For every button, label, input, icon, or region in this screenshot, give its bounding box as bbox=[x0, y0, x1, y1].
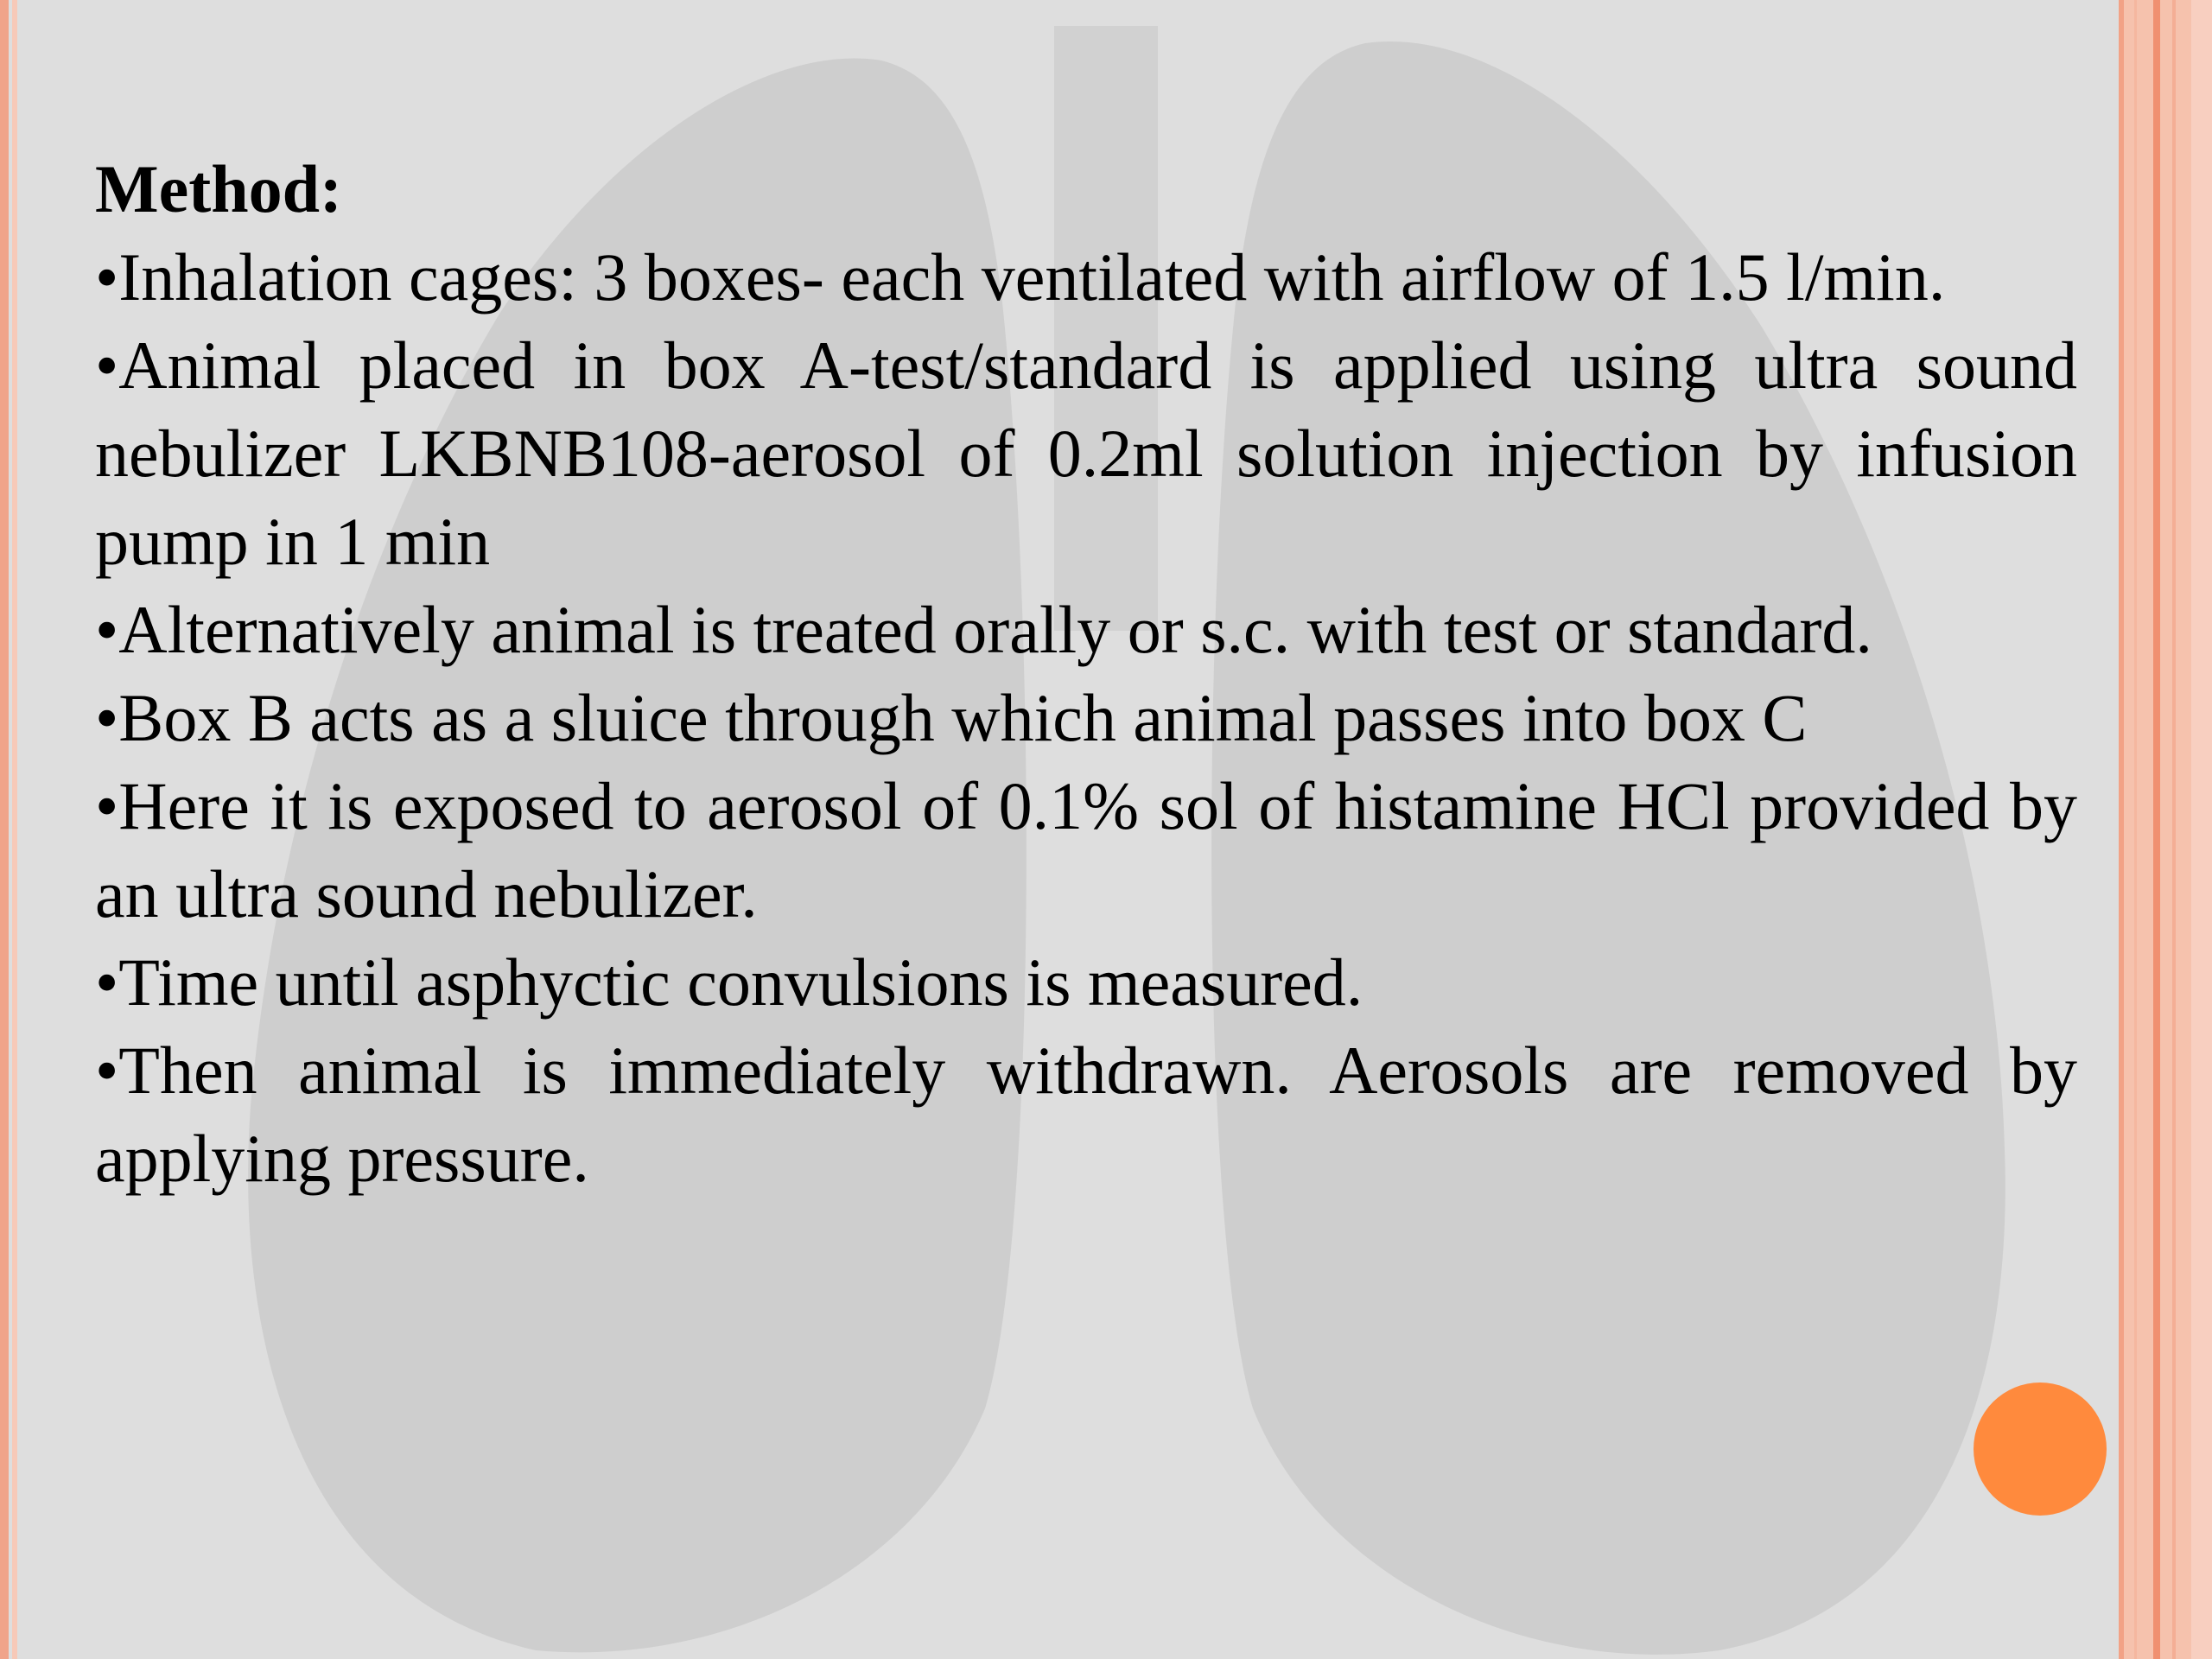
right-stripe bbox=[2172, 0, 2176, 1659]
slide-body bbox=[95, 145, 2077, 1203]
slide-title: Method: bbox=[95, 151, 342, 226]
right-stripe bbox=[2153, 0, 2160, 1659]
left-accent-border bbox=[0, 0, 9, 1659]
bullet-item: •Alternatively animal is treated orally or s.c. with test or standard. bbox=[95, 592, 1872, 667]
bullet-item: •Animal placed in box A-test/standard is applied using ultra sound nebulizer LKBNB108-aerosol of 0.2ml solution injection by infusion pump in 1 min bbox=[95, 327, 2077, 579]
left-accent-border-inner bbox=[12, 0, 17, 1659]
right-stripe bbox=[2119, 0, 2124, 1659]
bullet-item: •Inhalation cages: 3 boxes- each ventilated with airflow of 1.5 l/min. bbox=[95, 239, 1946, 315]
orange-circle-decoration bbox=[1974, 1382, 2107, 1516]
right-stripe bbox=[2134, 0, 2137, 1659]
bullet-item: •Then animal is immediately withdrawn. Aerosols are removed by applying pressure. bbox=[95, 1033, 2077, 1196]
bullet-item: •Time until asphyctic convulsions is measured. bbox=[95, 944, 1363, 1020]
bullet-item: •Box B acts as a sluice through which animal passes into box C bbox=[95, 680, 1808, 755]
bullet-item: •Here it is exposed to aerosol of 0.1% sol of histamine HCl provided by an ultra sound nebulizer. bbox=[95, 768, 2077, 931]
right-stripe bbox=[2191, 0, 2212, 1659]
